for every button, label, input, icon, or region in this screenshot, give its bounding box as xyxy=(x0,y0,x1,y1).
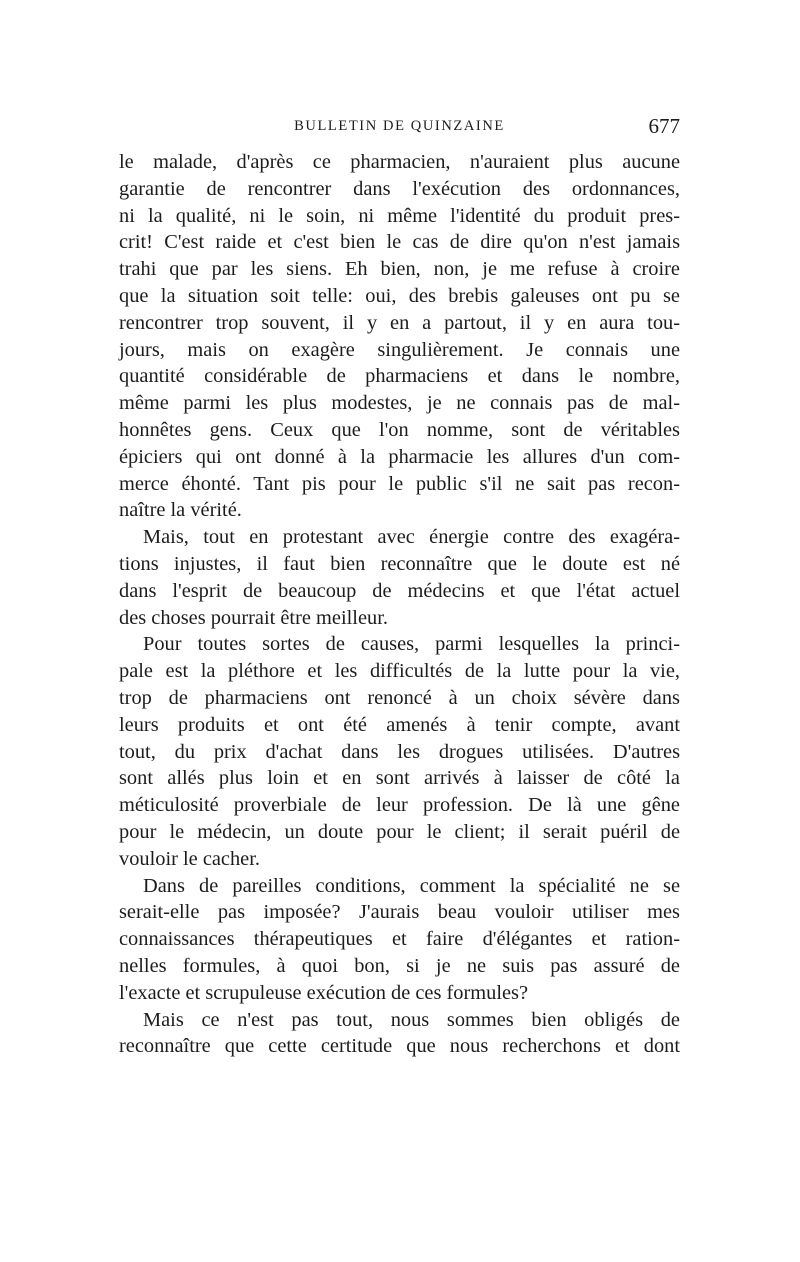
text-line: tout, du prix d'achat dans les drogues utilisées. D'autres xyxy=(119,740,680,763)
paragraph xyxy=(119,631,680,872)
paragraph xyxy=(119,1007,680,1061)
text-line: trahi que par les siens. Eh bien, non, je me refuse à croire xyxy=(119,258,680,281)
text-line: même parmi les plus modestes, je ne connais pas de mal- xyxy=(119,392,680,415)
page-number: 677 xyxy=(648,114,680,138)
text-line: tions injustes, il faut bien reconnaître que le doute est né xyxy=(119,552,680,575)
text-line: garantie de rencontrer dans l'exécution des ordonnances, xyxy=(119,177,680,200)
text-line: l'exacte et scrupuleuse exécution de ces formules? xyxy=(119,981,529,1004)
text-line: nelles formules, à quoi bon, si je ne suis pas assuré de xyxy=(119,954,680,977)
text-line: naître la vérité. xyxy=(119,499,242,522)
text-line: dans l'esprit de beaucoup de médecins et que l'état actuel xyxy=(119,579,680,602)
text-line: connaissances thérapeutiques et faire d'élégantes et ration- xyxy=(119,928,680,951)
text-line: merce éhonté. Tant pis pour le public s'il ne sait pas recon- xyxy=(119,472,680,495)
text-line: leurs produits et ont été amenés à tenir compte, avant xyxy=(119,713,680,736)
text-line: rencontrer trop souvent, il y en a partout, il y en aura tou- xyxy=(119,311,680,334)
text-line: que la situation soit telle: oui, des brebis galeuses ont pu se xyxy=(119,284,680,307)
text-line: vouloir le cacher. xyxy=(119,847,260,870)
paragraph xyxy=(119,149,680,524)
running-title: BULLETIN DE QUINZAINE xyxy=(294,118,505,134)
text-line: Mais, tout en protestant avec énergie contre des exagéra- xyxy=(143,526,680,549)
text-line: Dans de pareilles conditions, comment la spécialité ne se xyxy=(143,874,680,897)
text-line: pale est la pléthore et les difficultés de la lutte pour la vie, xyxy=(119,660,680,683)
text-line: Pour toutes sortes de causes, parmi lesquelles la princi- xyxy=(143,633,680,656)
text-line: sont allés plus loin et en sont arrivés à laisser de côté la xyxy=(119,767,680,790)
text-line: ni la qualité, ni le soin, ni même l'identité du produit pres- xyxy=(119,204,680,227)
text-line: quantité considérable de pharmaciens et dans le nombre, xyxy=(119,365,680,388)
text-line: épiciers qui ont donné à la pharmacie les allures d'un com- xyxy=(119,445,680,468)
text-line: crit! C'est raide et c'est bien le cas de dire qu'on n'est jamais xyxy=(119,231,680,254)
text-line: le malade, d'après ce pharmacien, n'auraient plus aucune xyxy=(119,151,680,173)
text-line: Mais ce n'est pas tout, nous sommes bien obligés de xyxy=(143,1008,680,1031)
text-line: serait-elle pas imposée? J'aurais beau vouloir utiliser mes xyxy=(119,901,680,924)
paragraph xyxy=(119,873,680,1007)
text-line: trop de pharmaciens ont renoncé à un choix sévère dans xyxy=(119,686,680,709)
text-line: méticulosité proverbiale de leur profession. De là une gêne xyxy=(119,794,680,817)
text-line: reconnaître que cette certitude que nous recherchons et dont xyxy=(119,1035,680,1058)
body-text xyxy=(119,149,680,1060)
text-line: jours, mais on exagère singulièrement. Je connais une xyxy=(119,338,680,361)
running-head xyxy=(119,114,680,142)
text-line: honnêtes gens. Ceux que l'on nomme, sont de véritables xyxy=(119,418,680,441)
text-line: des choses pourrait être meilleur. xyxy=(119,606,388,629)
text-line: pour le médecin, un doute pour le client; il serait puéril de xyxy=(119,820,680,843)
paragraph xyxy=(119,524,680,631)
